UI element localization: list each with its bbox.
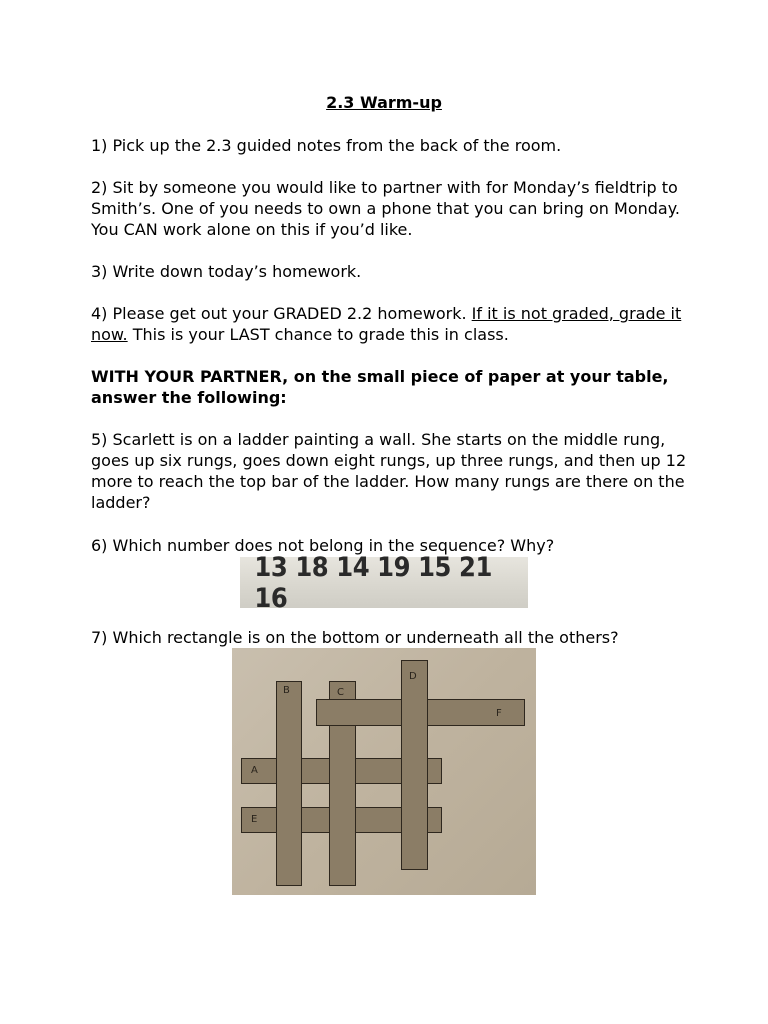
item-7: 7) Which rectangle is on the bottom or underneath all the others?: [91, 628, 619, 647]
item-1: 1) Pick up the 2.3 guided notes from the back of the room.: [91, 136, 562, 155]
item-4-rest: This is your LAST chance to grade this in class.: [127, 325, 509, 344]
page-title: 2.3 Warm-up: [326, 93, 442, 112]
rectangle-d: [401, 660, 428, 870]
item-3: 3) Write down today’s homework.: [91, 262, 362, 281]
item-4: [91, 303, 691, 345]
label-c: C: [337, 687, 344, 698]
label-e: E: [251, 814, 258, 825]
label-a: A: [251, 765, 258, 776]
number-sequence: 13 18 14 19 15 21 16: [254, 551, 492, 614]
rectangle-puzzle-image: [232, 648, 536, 895]
item-5: 5) Scarlett is on a ladder painting a wall. She starts on the middle rung, goes up six rungs, goes down eight rungs, up three rungs, and then up 12 more to reach the top bar of the ladder. How many rungs are there on the ladder?: [91, 430, 687, 512]
label-d: D: [409, 671, 417, 682]
item-6: 6) Which number does not belong in the sequence? Why?: [91, 536, 555, 555]
partner-instructions: WITH YOUR PARTNER, on the small piece of paper at your table, answer the following:: [91, 367, 669, 407]
number-sequence-image: [240, 551, 528, 614]
item-4-underlined: If it is not graded, grade it now.: [91, 304, 682, 344]
rectangle-b: [276, 681, 302, 886]
label-b: B: [283, 685, 290, 696]
item-4-text: 4) Please get out your GRADED 2.2 homework.: [91, 304, 472, 323]
item-2: 2) Sit by someone you would like to partner with for Monday’s fieldtrip to Smith’s. One of you needs to own a phone that you can bring on Monday. You CAN work alone on this if you’d like.: [91, 178, 680, 239]
label-f: F: [496, 708, 502, 719]
